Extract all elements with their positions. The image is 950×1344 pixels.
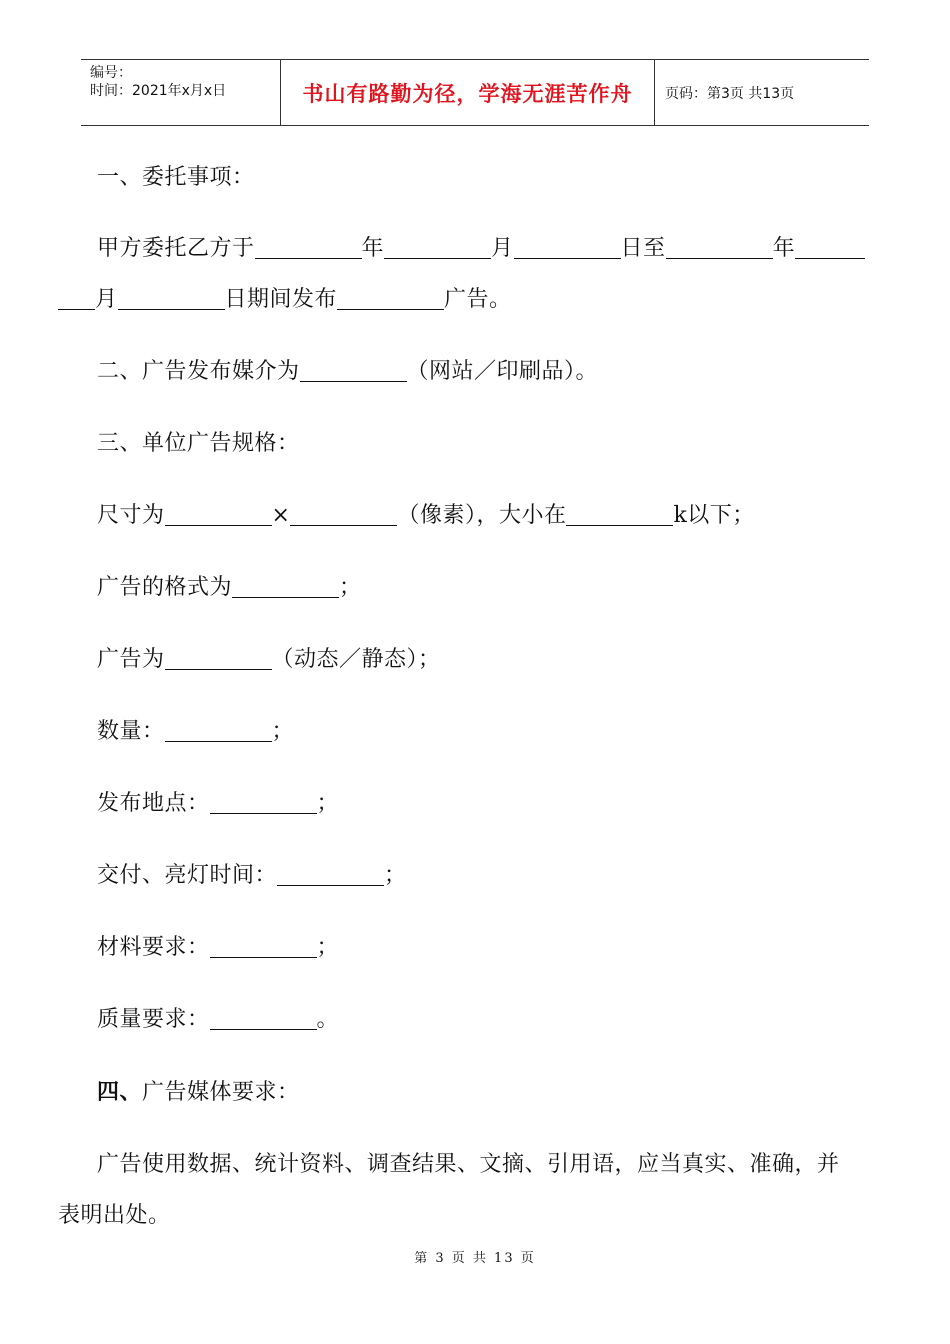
text: 广告。	[444, 287, 512, 312]
header-page-label: 页码：第3页 共13页	[665, 85, 795, 102]
text: 日期间发布	[224, 287, 338, 312]
text: 年	[361, 236, 385, 261]
fill-blank[interactable]	[165, 649, 272, 670]
text: 广告为	[97, 647, 165, 672]
fill-blank[interactable]	[795, 238, 865, 259]
text: ；	[316, 935, 340, 960]
header-motto-cell	[281, 60, 655, 125]
material-line	[97, 933, 339, 963]
text: ；	[316, 791, 340, 816]
section-1-title: 一、委托事项：	[97, 165, 255, 190]
delivery-line	[97, 861, 407, 891]
document-header	[81, 59, 869, 126]
text: ；	[271, 719, 295, 744]
section-1-paragraph-line-1	[97, 234, 865, 264]
text: 年	[772, 236, 796, 261]
fill-blank[interactable]	[384, 238, 491, 259]
text: （网站／印刷品）。	[406, 359, 599, 384]
section-4-paragraph-line-1: 广告使用数据、统计资料、调查结果、文摘、引用语，应当真实、准确，并	[97, 1152, 840, 1177]
fill-blank[interactable]	[232, 577, 339, 598]
text: 月	[95, 287, 118, 312]
fill-blank[interactable]	[277, 865, 384, 886]
fill-blank[interactable]	[337, 289, 444, 310]
serial-label: 编号：	[90, 65, 132, 81]
fill-blank[interactable]	[165, 721, 272, 742]
fill-blank[interactable]	[566, 505, 673, 526]
fill-blank[interactable]	[210, 793, 317, 814]
header-meta	[81, 60, 281, 125]
text: 广告的格式为	[97, 575, 233, 600]
quality-line	[97, 1005, 339, 1035]
fill-blank[interactable]	[210, 937, 317, 958]
fill-blank[interactable]	[210, 1009, 317, 1030]
text: 交付、亮灯时间：	[97, 863, 278, 888]
fill-blank[interactable]	[666, 238, 773, 259]
text: 材料要求：	[97, 935, 210, 960]
header-motto: 书山有路勤为径，学海无涯苦作舟	[302, 80, 633, 106]
text: 甲方委托乙方于	[97, 236, 255, 261]
text: 数量：	[97, 719, 165, 744]
text: 发布地点：	[97, 791, 210, 816]
text: 二、广告发布媒介为	[97, 359, 300, 384]
fill-blank[interactable]	[514, 238, 621, 259]
quantity-line	[97, 717, 294, 747]
date-label: 时间：2021年x月x日	[90, 83, 227, 99]
text: （动态／静态）；	[271, 647, 441, 672]
place-line	[97, 789, 339, 819]
size-line	[97, 501, 755, 531]
section-1-paragraph-line-2	[58, 285, 512, 315]
text: ；	[339, 575, 362, 600]
fill-blank[interactable]	[58, 289, 95, 310]
section-4-number: 四、	[97, 1079, 143, 1105]
text: ；	[384, 863, 407, 888]
fill-blank[interactable]	[165, 505, 272, 526]
text: （像素），大小在	[397, 503, 567, 528]
text: ×	[271, 503, 291, 528]
header-page-cell	[655, 60, 869, 125]
text: 日至	[620, 236, 666, 261]
type-line	[97, 645, 441, 675]
text: 质量要求：	[97, 1007, 210, 1032]
text: 尺寸为	[97, 503, 165, 528]
text: k以下；	[673, 503, 755, 528]
section-4-paragraph-line-2: 表明出处。	[58, 1203, 171, 1228]
format-line	[97, 573, 362, 603]
text: 月	[491, 236, 514, 261]
fill-blank[interactable]	[300, 361, 407, 382]
section-4-title	[97, 1077, 300, 1108]
section-2-line	[97, 357, 598, 387]
text: 。	[316, 1007, 340, 1032]
section-4-title-text: 广告媒体要求：	[142, 1080, 300, 1105]
section-3-title: 三、单位广告规格：	[97, 431, 300, 456]
fill-blank[interactable]	[118, 289, 225, 310]
fill-blank[interactable]	[290, 505, 397, 526]
page-footer: 第 3 页 共 13 页	[414, 1251, 536, 1266]
fill-blank[interactable]	[255, 238, 362, 259]
